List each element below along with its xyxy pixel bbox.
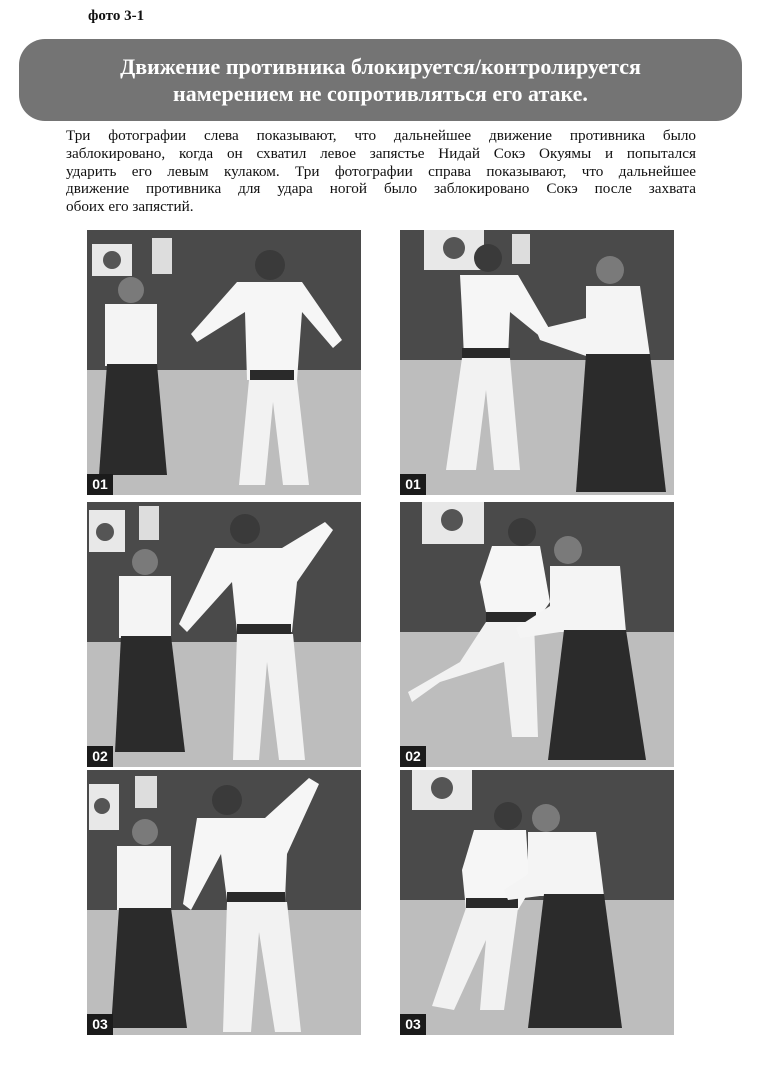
title-line-1: Движение противника блокируется/контролируется: [120, 54, 641, 79]
title-banner: [19, 39, 742, 121]
photo-number-badge: 01: [87, 474, 113, 495]
photo-illustration: [87, 770, 361, 1035]
description-line: движение противника для удара ногой было заблокировано Сокэ после захвата: [66, 180, 696, 198]
photo-number-badge: 01: [400, 474, 426, 495]
description-paragraph: [66, 127, 696, 216]
photo-illustration: [400, 230, 674, 495]
photo-left-2: [87, 502, 361, 767]
photo-illustration: [400, 770, 674, 1035]
photo-number-badge: 03: [400, 1014, 426, 1035]
title-line-2: намерением не сопротивляться его атаке.: [173, 81, 588, 106]
description-line: ударить его левым кулаком. Три фотографии справа показывают, что дальнейшее: [66, 162, 696, 180]
photo-right-3: [400, 770, 674, 1035]
photo-number-badge: 02: [400, 746, 426, 767]
photo-right-1: [400, 230, 674, 495]
photo-illustration: [87, 230, 361, 495]
photo-left-1: [87, 230, 361, 495]
photo-number-badge: 02: [87, 746, 113, 767]
photo-illustration: [87, 502, 361, 767]
photo-right-2: [400, 502, 674, 767]
photo-illustration: [400, 502, 674, 767]
description-line: заблокировано, когда он схватил левое запястье Нидай Сокэ Окуямы и попытался: [66, 144, 696, 162]
photo-left-3: [87, 770, 361, 1035]
photo-number-badge: 03: [87, 1014, 113, 1035]
photo-id: фото 3-1: [88, 8, 145, 24]
description-line: обоих его запястий.: [66, 198, 194, 216]
description-line: Три фотографии слева показывают, что дальнейшее движение противника было: [66, 127, 696, 144]
